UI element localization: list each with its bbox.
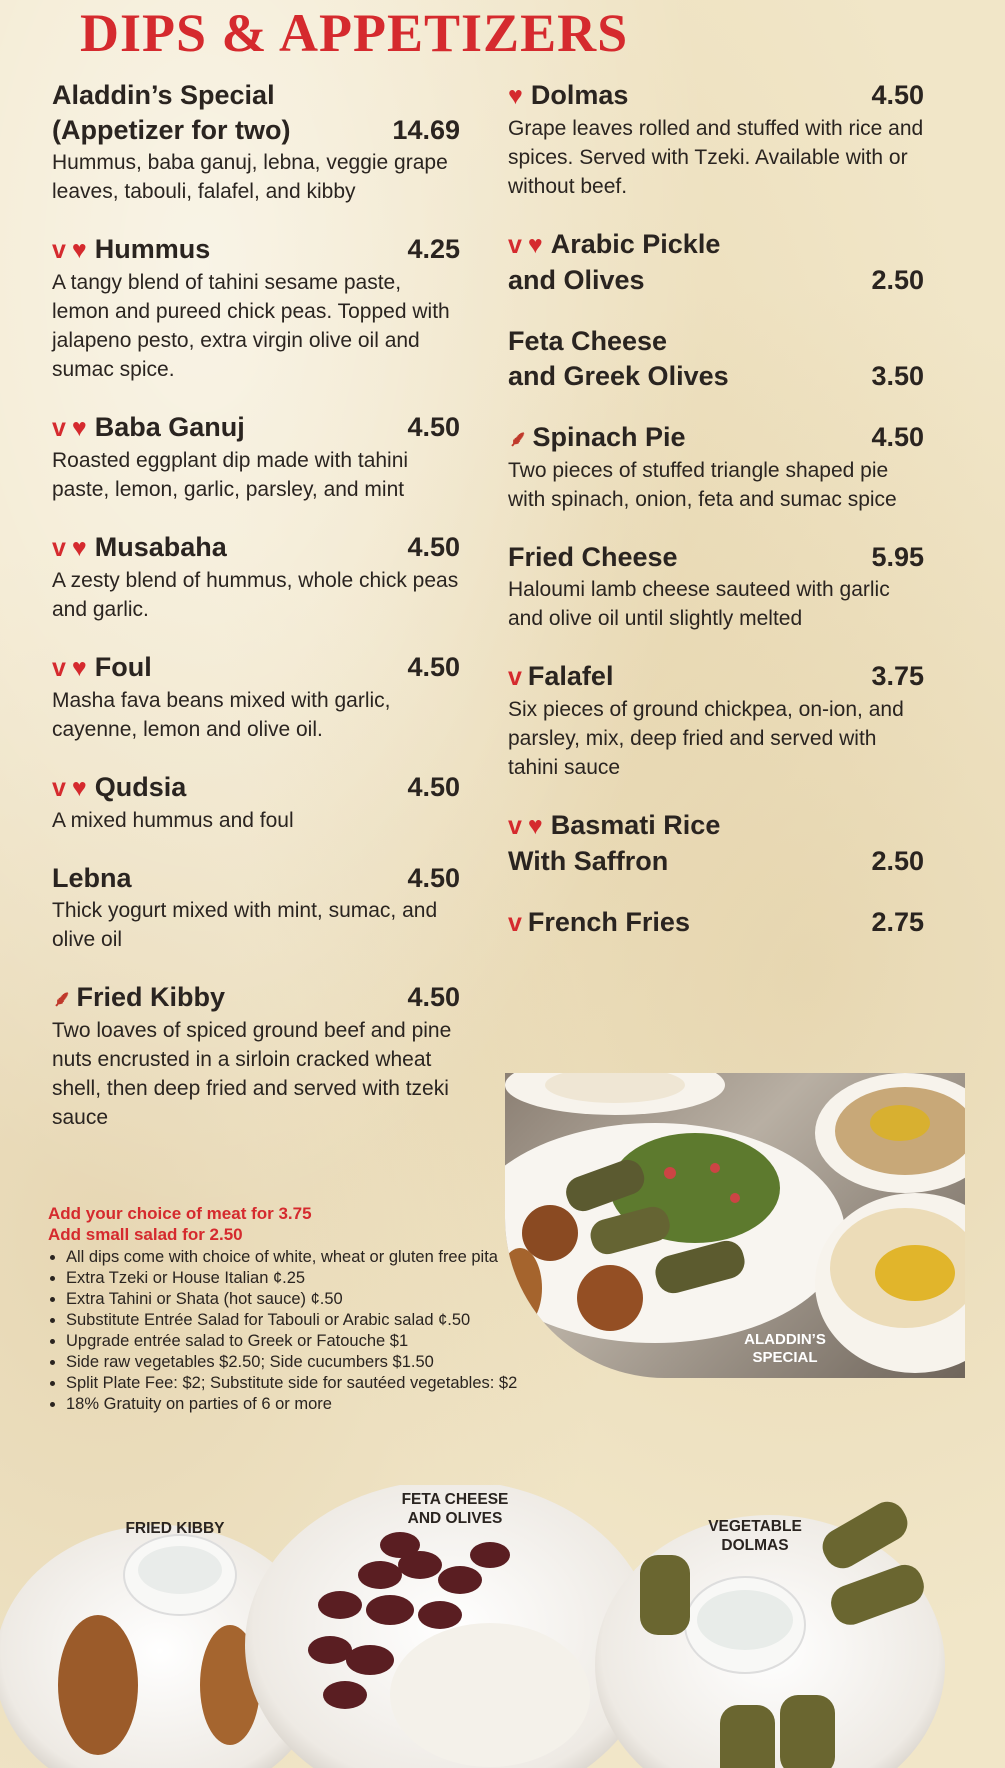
menu-item <box>52 770 460 835</box>
item-name-line2: With Saffron <box>508 846 669 876</box>
heart-healthy-icon: ♥ <box>71 414 87 442</box>
item-name: Fried Kibby <box>76 982 226 1012</box>
item-name: Aladdin’s Special <box>52 80 275 110</box>
item-name: Musabaha <box>94 532 227 562</box>
item-price: 2.50 <box>871 846 924 876</box>
item-price: 4.50 <box>871 80 924 110</box>
right-menu-column <box>508 78 924 967</box>
item-description: Grape leaves rolled and stuffed with rice and spices. Served with Tzeki. Available with or without beef. <box>508 117 924 198</box>
note-item: • Upgrade entrée salad to Greek or Fatouche $1 <box>66 1331 608 1352</box>
heart-healthy-icon: ♥ <box>71 654 87 682</box>
menu-item <box>52 650 460 744</box>
item-name: Lebna <box>52 863 132 893</box>
item-description: Six pieces of ground chickpea, on-ion, and parsley, mix, deep fried and served with tahini sauce <box>508 698 904 779</box>
note-item: • Side raw vegetables $2.50; Side cucumbers $1.50 <box>66 1352 608 1373</box>
meat-addon-note: Add your choice of meat for 3.75 <box>48 1204 312 1223</box>
heart-healthy-icon: ♥ <box>527 231 543 259</box>
item-name: Feta Cheese <box>508 326 668 356</box>
item-name: Spinach Pie <box>532 422 686 452</box>
menu-item <box>508 540 924 633</box>
feta-olives-plate-label: FETA CHEESE AND OLIVES <box>401 1491 509 1527</box>
item-description: A tangy blend of tahini sesame paste, lemon and pureed chick peas. Topped with jalapeno pesto, extra virgin olive oil and sumac spice. <box>52 271 450 381</box>
photo-caption: ALADDIN’S SPECIAL <box>744 1331 826 1366</box>
vegetarian-icon: v <box>52 654 66 682</box>
section-title: DIPS & APPETIZERS <box>80 3 629 63</box>
salad-addon-note: Add small salad for 2.50 <box>48 1225 243 1244</box>
item-name-line2: (Appetizer for two) <box>52 115 291 145</box>
menu-item <box>52 78 460 206</box>
vegetarian-icon: v <box>52 774 66 802</box>
bottom-plates-photo <box>0 1485 1005 1768</box>
item-price: 3.75 <box>871 661 924 691</box>
item-price: 4.50 <box>871 422 924 452</box>
menu-item <box>52 980 460 1132</box>
item-description: Masha fava beans mixed with garlic, cayenne, lemon and olive oil. <box>52 689 391 741</box>
heart-healthy-icon: ♥ <box>71 534 87 562</box>
item-name: Hummus <box>94 234 211 264</box>
menu-item <box>508 78 924 201</box>
item-name-line2: and Greek Olives <box>508 361 729 391</box>
vegetarian-icon: v <box>508 812 522 840</box>
item-price: 2.75 <box>871 907 924 937</box>
vegetarian-icon: v <box>508 909 522 937</box>
item-price: 3.50 <box>871 361 924 391</box>
menu-item <box>52 530 460 624</box>
menu-item <box>52 232 460 384</box>
vegetarian-icon: v <box>52 236 66 264</box>
item-description: Hummus, baba ganuj, lebna, veggie grape leaves, tabouli, falafel, and kibby <box>52 151 448 203</box>
vegetarian-icon: v <box>52 534 66 562</box>
item-price: 4.50 <box>407 412 460 442</box>
item-description: A zesty blend of hummus, whole chick peas and garlic. <box>52 569 459 621</box>
heart-healthy-icon: ♥ <box>508 82 523 110</box>
fried-kibby-plate-label: FRIED KIBBY <box>125 1520 225 1537</box>
item-name: Dolmas <box>530 80 629 110</box>
note-item: • Split Plate Fee: $2; Substitute side for sautéed vegetables: $2 <box>66 1373 608 1394</box>
item-price: 4.50 <box>407 982 460 1012</box>
notes-list <box>48 1247 608 1415</box>
heart-healthy-icon: ♥ <box>71 774 87 802</box>
item-description: Thick yogurt mixed with mint, sumac, and olive oil <box>52 899 438 951</box>
menu-item <box>508 808 924 879</box>
item-price: 4.25 <box>407 234 460 264</box>
item-price: 14.69 <box>392 115 460 145</box>
menu-item <box>508 227 924 298</box>
heart-healthy-icon: ♥ <box>527 812 543 840</box>
item-name: French Fries <box>527 907 690 937</box>
vegetable-dolmas-plate-label: VEGETABLE DOLMAS <box>708 1518 802 1554</box>
item-name: Falafel <box>527 661 614 691</box>
vegetarian-icon: v <box>52 414 66 442</box>
note-item: • Extra Tahini or Shata (hot sauce) ¢.50 <box>66 1289 608 1310</box>
menu-item <box>508 324 924 394</box>
item-description: Haloumi lamb cheese sauteed with garlic and olive oil until slightly melted <box>508 578 890 630</box>
note-item: • Substitute Entrée Salad for Tabouli or Arabic salad ¢.50 <box>66 1310 608 1331</box>
item-description: Two loaves of spiced ground beef and pine nuts encrusted in a sirloin cracked wheat shell, then deep fried and served with tzeki sauce <box>52 1019 452 1129</box>
wheat-icon: ⸙ <box>52 986 69 1011</box>
vegetarian-icon: v <box>508 231 522 259</box>
item-price: 2.50 <box>871 265 924 295</box>
left-menu-column <box>52 78 460 1158</box>
item-name: Baba Ganuj <box>94 412 245 442</box>
vegetarian-icon: v <box>508 663 522 691</box>
menu-notes <box>48 1203 608 1415</box>
note-item: • 18% Gratuity on parties of 6 or more <box>66 1394 608 1415</box>
item-name: Fried Cheese <box>508 542 678 572</box>
note-item: • Extra Tzeki or House Italian ¢.25 <box>66 1268 608 1289</box>
item-price: 5.95 <box>871 542 924 572</box>
item-price: 4.50 <box>407 652 460 682</box>
menu-item <box>508 420 924 514</box>
item-price: 4.50 <box>407 532 460 562</box>
item-description: Roasted eggplant dip made with tahini paste, lemon, garlic, parsley, and mint <box>52 449 409 501</box>
item-description: Two pieces of stuffed triangle shaped pie with spinach, onion, feta and sumac spice <box>508 459 897 511</box>
item-name: Qudsia <box>94 772 187 802</box>
item-price: 4.50 <box>407 772 460 802</box>
menu-item <box>508 659 924 782</box>
item-name: Foul <box>94 652 152 682</box>
note-item: • All dips come with choice of white, wheat or gluten free pita <box>66 1247 608 1268</box>
menu-item <box>52 861 460 954</box>
item-description: A mixed hummus and foul <box>52 809 294 832</box>
menu-item <box>508 905 924 941</box>
item-price: 4.50 <box>407 863 460 893</box>
item-name-line2: and Olives <box>508 265 645 295</box>
item-name: Arabic Pickle <box>550 229 721 259</box>
wheat-icon: ⸙ <box>508 426 525 451</box>
item-name: Basmati Rice <box>550 810 721 840</box>
heart-healthy-icon: ♥ <box>71 236 87 264</box>
menu-item <box>52 410 460 504</box>
